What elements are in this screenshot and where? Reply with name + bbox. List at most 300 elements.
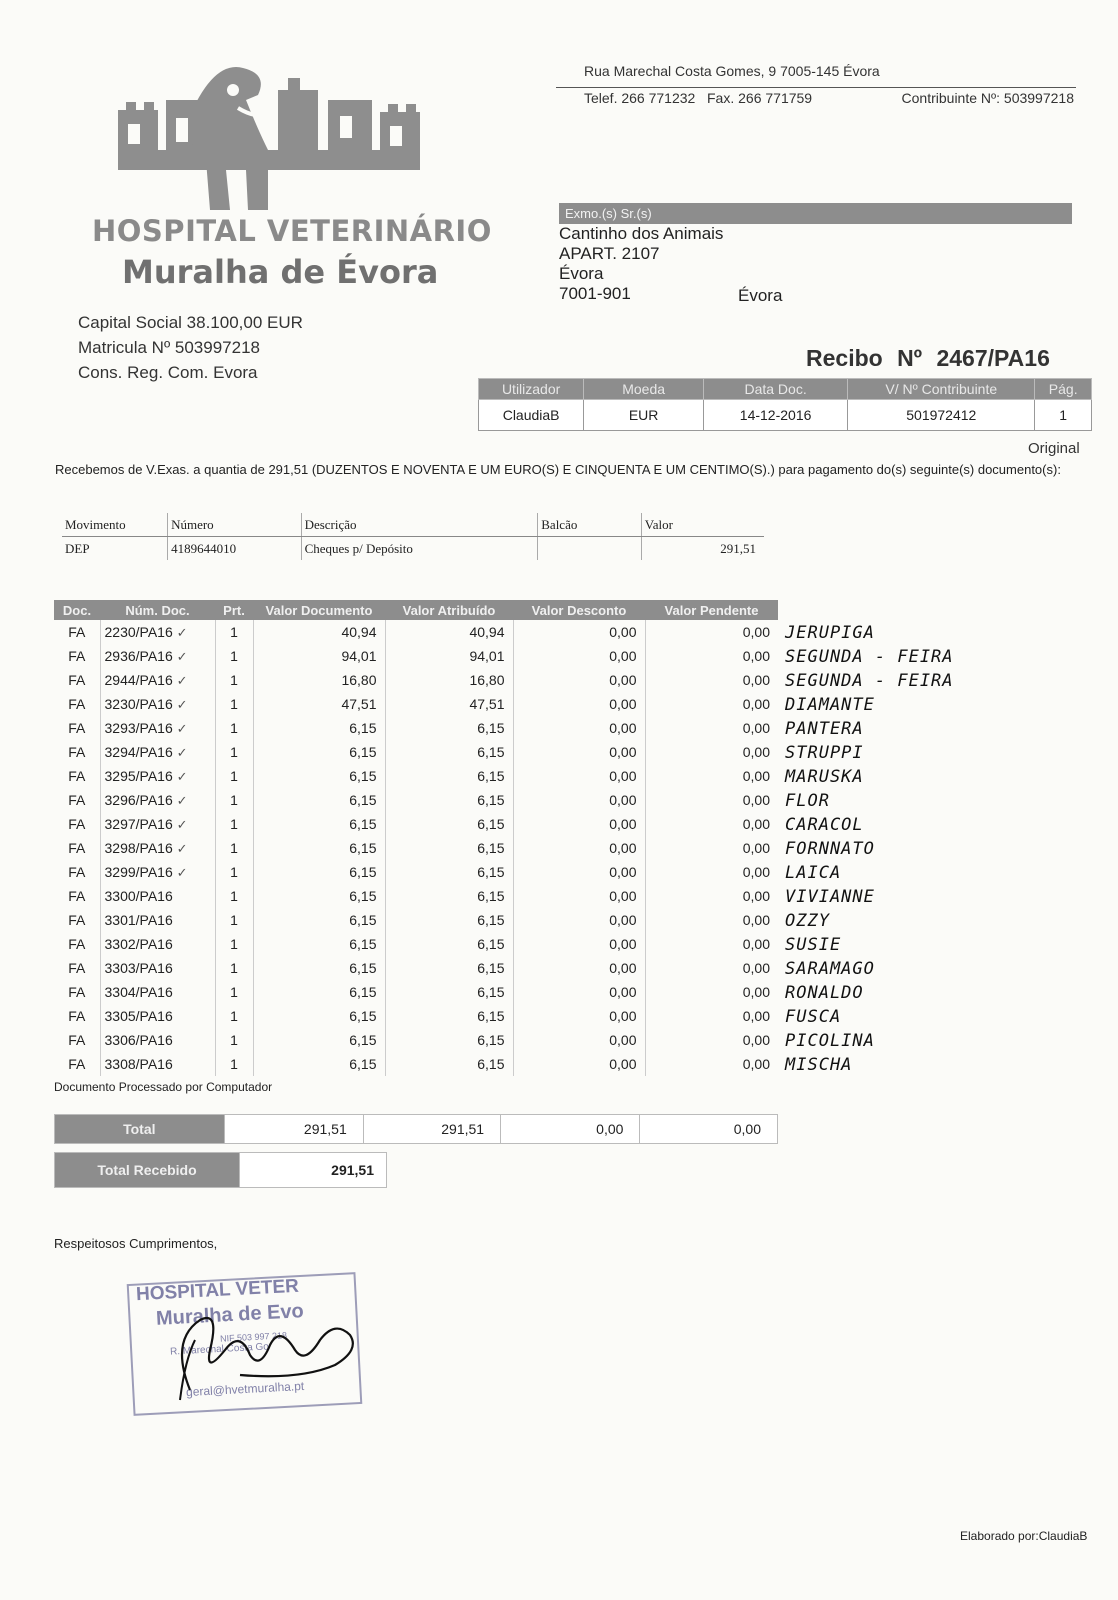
handwritten-pet-name: SEGUNDA - FEIRA [785,671,954,691]
recipient-city: Évora [559,264,604,283]
movement-header: Número [168,513,302,537]
document-row [54,692,778,716]
doc-pending [645,620,778,644]
doc-assigned-value [385,980,513,1004]
doc-value-text: 6,15 [349,888,377,904]
doc-discount [513,860,645,884]
doc-number-text: 3303/PA16 [104,960,173,976]
doc-assigned-value [385,884,513,908]
check-mark-icon: ✓ [176,720,188,736]
doc-assigned-value-text: 6,15 [477,816,505,832]
movement-description: Cheques p/ Depósito [301,537,538,561]
meta-header: Data Doc. [704,379,848,400]
doc-number [100,692,215,716]
doc-type [54,1028,100,1052]
doc-number [100,956,215,980]
doc-part [215,788,253,812]
doc-part-text: 1 [230,768,238,784]
recipient-postcode: 7001-901 [559,284,631,303]
doc-discount-text: 0,00 [609,840,637,856]
doc-assigned-value-text: 40,94 [469,624,505,640]
doc-type [54,860,100,884]
hospital-logo [118,60,438,210]
company-info [78,310,303,385]
doc-pending [645,644,778,668]
doc-number [100,1052,215,1076]
doc-discount [513,644,645,668]
doc-pending-text: 0,00 [742,816,770,832]
movement-number: 4189644010 [168,537,302,561]
check-mark-icon: ✓ [176,744,188,760]
doc-discount [513,1004,645,1028]
total-received-table [54,1152,387,1188]
document-row [54,980,778,1004]
totals-table [54,1114,778,1144]
doc-discount [513,884,645,908]
doc-discount-text: 0,00 [609,1032,637,1048]
document-row [54,812,778,836]
doc-value [253,716,385,740]
doc-type-text: FA [68,888,86,904]
document-row [54,740,778,764]
doc-discount [513,740,645,764]
doc-discount [513,1028,645,1052]
doc-number [100,932,215,956]
doc-value-text: 40,94 [341,624,377,640]
doc-assigned-value-text: 6,15 [477,912,505,928]
signature [130,1280,370,1408]
document-row [54,932,778,956]
doc-discount [513,668,645,692]
doc-assigned-value-text: 6,15 [477,864,505,880]
doc-part-text: 1 [230,840,238,856]
doc-discount [513,620,645,644]
doc-assigned-value-text: 6,15 [477,984,505,1000]
doc-pending-text: 0,00 [742,624,770,640]
doc-part-text: 1 [230,888,238,904]
check-mark-icon: ✓ [176,624,188,640]
handwritten-pet-name: FORNNATO [785,839,875,859]
recipient-line2: APART. 2107 [559,244,660,263]
movement-header: Movimento [62,513,168,537]
documents-table [54,600,778,1076]
doc-number-text: 3297/PA16 [104,815,173,832]
doc-discount [513,932,645,956]
doc-assigned-value-text: 6,15 [477,720,505,736]
doc-assigned-value-text: 6,15 [477,744,505,760]
doc-assigned-value [385,692,513,716]
original-label: Original [1028,440,1080,457]
doc-pending [645,932,778,956]
doc-value-text: 6,15 [349,792,377,808]
doc-part [215,1028,253,1052]
doc-discount-text: 0,00 [609,936,637,952]
doc-pending [645,980,778,1004]
doc-discount-text: 0,00 [609,960,637,976]
doc-value-text: 6,15 [349,816,377,832]
doc-assigned-value-text: 6,15 [477,792,505,808]
doc-discount [513,908,645,932]
doc-value [253,980,385,1004]
handwritten-pet-name: SUSIE [785,935,842,955]
handwritten-pet-name: STRUPPI [785,743,864,763]
doc-type [54,812,100,836]
meta-header: V/ Nº Contribuinte [848,379,1035,400]
stamp-line2: Muralha de Evo [155,1300,305,1330]
doc-number [100,980,215,1004]
doc-assigned-value-text: 6,15 [477,1008,505,1024]
doc-part [215,1004,253,1028]
handwritten-pet-name: MARUSKA [785,767,864,787]
receipt-meta-table [478,378,1092,431]
doc-pending [645,764,778,788]
doc-assigned-value [385,1052,513,1076]
doc-part [215,716,253,740]
document-row [54,716,778,740]
doc-value [253,764,385,788]
doc-part [215,908,253,932]
meta-header: Utilizador [479,379,584,400]
doc-number-text: 3300/PA16 [104,888,173,904]
doc-type-text: FA [68,912,86,928]
doc-part-text: 1 [230,960,238,976]
doc-assigned-value-text: 6,15 [477,840,505,856]
meta-user: ClaudiaB [479,400,584,431]
recipient-address [559,224,723,304]
registo-comercial: Cons. Reg. Com. Evora [78,363,258,382]
doc-type-text: FA [68,1008,86,1024]
doc-discount-text: 0,00 [609,1056,637,1072]
doc-type [54,788,100,812]
documents-body [54,620,778,1076]
doc-assigned-value [385,620,513,644]
doc-type-text: FA [68,696,86,712]
closing-greeting: Respeitosos Cumprimentos, [54,1236,218,1251]
doc-pending-text: 0,00 [742,888,770,904]
doc-assigned-value-text: 6,15 [477,768,505,784]
doc-number-text: 3293/PA16 [104,719,173,736]
movement-header: Descrição [301,513,538,537]
doc-number-text: 3308/PA16 [104,1056,173,1072]
doc-type [54,764,100,788]
doc-part [215,884,253,908]
meta-page: 1 [1035,400,1092,431]
document-row [54,620,778,644]
doc-assigned-value [385,764,513,788]
stamp-line1: HOSPITAL VETER [135,1275,300,1306]
handwritten-pet-name: LAICA [785,863,842,883]
doc-discount [513,764,645,788]
doc-discount-text: 0,00 [609,696,637,712]
doc-type [54,836,100,860]
doc-value [253,668,385,692]
document-row [54,1004,778,1028]
document-row [54,788,778,812]
doc-number-text: 3299/PA16 [104,863,173,880]
doc-value-text: 6,15 [349,1032,377,1048]
doc-part [215,836,253,860]
check-mark-icon: ✓ [176,792,188,808]
movement-counter [538,537,642,561]
meta-currency: EUR [584,400,704,431]
phone: Telef. 266 771232 [584,90,696,106]
doc-part-text: 1 [230,672,238,688]
doc-type [54,908,100,932]
doc-pending [645,956,778,980]
handwritten-pet-name: OZZY [785,911,830,931]
document-row [54,1028,778,1052]
doc-pending-text: 0,00 [742,1032,770,1048]
doc-number-text: 3306/PA16 [104,1032,173,1048]
doc-part [215,860,253,884]
doc-number-text: 2944/PA16 [104,671,173,688]
doc-value [253,692,385,716]
doc-number [100,860,215,884]
meta-header: Moeda [584,379,704,400]
brand-subtitle: Muralha de Évora [122,253,439,291]
doc-value [253,740,385,764]
doc-assigned-value-text: 6,15 [477,960,505,976]
doc-assigned-value [385,788,513,812]
company-address: Rua Marechal Costa Gomes, 9 7005-145 Évora [584,63,880,79]
doc-part [215,764,253,788]
doc-number-text: 3302/PA16 [104,936,173,952]
doc-number-text: 3301/PA16 [104,912,173,928]
doc-type [54,692,100,716]
doc-value [253,812,385,836]
stamp-line5: geral@hvetmuralha.pt [185,1378,305,1400]
handwritten-pet-name: VIVIANNE [785,887,875,907]
processed-note: Documento Processado por Computador [54,1080,273,1094]
doc-part [215,668,253,692]
doc-value [253,788,385,812]
doc-discount-text: 0,00 [609,912,637,928]
doc-value-text: 6,15 [349,864,377,880]
doc-type [54,620,100,644]
doc-number-text: 3295/PA16 [104,767,173,784]
brand-name: HOSPITAL VETERINÁRIO [92,214,492,248]
doc-pending-text: 0,00 [742,792,770,808]
doc-pending [645,836,778,860]
doc-part-text: 1 [230,936,238,952]
doc-value [253,884,385,908]
doc-type [54,644,100,668]
fax: Fax. 266 771759 [707,90,813,106]
doc-pending [645,740,778,764]
doc-value-text: 94,01 [341,648,377,664]
document-row [54,836,778,860]
doc-type-text: FA [68,672,86,688]
doc-assigned-value [385,908,513,932]
doc-discount [513,1052,645,1076]
doc-value-text: 6,15 [349,1056,377,1072]
doc-type [54,932,100,956]
doc-type-text: FA [68,744,86,760]
doc-assigned-value [385,932,513,956]
doc-discount-text: 0,00 [609,672,637,688]
doc-pending-text: 0,00 [742,864,770,880]
handwritten-pet-name: CARACOL [785,815,864,835]
doc-discount [513,836,645,860]
doc-pending [645,788,778,812]
handwritten-pet-name: MISCHA [785,1055,853,1075]
handwritten-pet-name: RONALDO [785,983,864,1003]
doc-discount-text: 0,00 [609,864,637,880]
doc-pending-text: 0,00 [742,840,770,856]
doc-pending-text: 0,00 [742,960,770,976]
doc-assigned-value-text: 6,15 [477,1032,505,1048]
check-mark-icon: ✓ [176,840,188,856]
matricula: Matricula Nº 503997218 [78,338,260,357]
doc-value [253,956,385,980]
stamp-line3: NIF 503 997 218 [219,1330,288,1344]
check-mark-icon: ✓ [176,672,188,688]
doc-pending [645,692,778,716]
doc-type-text: FA [68,840,86,856]
doc-number-text: 3304/PA16 [104,984,173,1000]
docs-header: Doc. [54,600,100,620]
doc-part-text: 1 [230,624,238,640]
doc-number [100,812,215,836]
company-nif: Contribuinte Nº: 503997218 [901,90,1074,106]
doc-value-text: 47,51 [341,696,377,712]
doc-type-text: FA [68,792,86,808]
doc-number-text: 2230/PA16 [104,623,173,640]
document-row [54,860,778,884]
doc-pending-text: 0,00 [742,912,770,928]
docs-header: Valor Documento [253,600,385,620]
doc-assigned-value-text: 94,01 [469,648,505,664]
doc-pending-text: 0,00 [742,768,770,784]
doc-value [253,1052,385,1076]
doc-number [100,884,215,908]
doc-value-text: 6,15 [349,768,377,784]
doc-type [54,1004,100,1028]
doc-part [215,692,253,716]
doc-number-text: 2936/PA16 [104,647,173,664]
check-mark-icon: ✓ [176,768,188,784]
doc-part-text: 1 [230,720,238,736]
doc-number-text: 3230/PA16 [104,695,173,712]
doc-number [100,836,215,860]
doc-type-text: FA [68,1056,86,1072]
doc-type [54,1052,100,1076]
doc-number [100,1028,215,1052]
recipient-name: Cantinho dos Animais [559,224,724,243]
doc-value-text: 6,15 [349,744,377,760]
total-received-value: 291,51 [240,1153,387,1188]
movement-value: 291,51 [641,537,764,561]
document-row [54,668,778,692]
doc-type-text: FA [68,768,86,784]
docs-header: Núm. Doc. [100,600,215,620]
doc-part [215,980,253,1004]
doc-part-text: 1 [230,696,238,712]
handwritten-pet-name: FUSCA [785,1007,842,1027]
doc-discount-text: 0,00 [609,792,637,808]
doc-assigned-value [385,836,513,860]
company-contacts [584,90,1074,106]
doc-number [100,764,215,788]
doc-number [100,716,215,740]
doc-part [215,932,253,956]
doc-pending [645,860,778,884]
doc-number [100,788,215,812]
doc-pending [645,1028,778,1052]
doc-type-text: FA [68,720,86,736]
doc-pending-text: 0,00 [742,984,770,1000]
recipient-label: Exmo.(s) Sr.(s) [559,203,1072,224]
doc-number [100,644,215,668]
doc-value-text: 16,80 [341,672,377,688]
doc-pending-text: 0,00 [742,672,770,688]
doc-pending [645,1004,778,1028]
doc-part-text: 1 [230,1008,238,1024]
handwritten-pet-name: SEGUNDA - FEIRA [785,647,954,667]
handwritten-notes [785,621,954,1077]
doc-part [215,620,253,644]
doc-discount [513,956,645,980]
doc-part-text: 1 [230,1056,238,1072]
doc-value-text: 6,15 [349,936,377,952]
doc-assigned-value [385,1004,513,1028]
total-valor-desconto: 0,00 [501,1115,640,1144]
doc-type [54,956,100,980]
doc-part-text: 1 [230,1032,238,1048]
handwritten-pet-name: DIAMANTE [785,695,875,715]
doc-value-text: 6,15 [349,984,377,1000]
document-row [54,644,778,668]
doc-discount-text: 0,00 [609,744,637,760]
doc-type-text: FA [68,648,86,664]
doc-pending-text: 0,00 [742,720,770,736]
doc-value-text: 6,15 [349,840,377,856]
doc-discount [513,788,645,812]
doc-assigned-value [385,956,513,980]
doc-value-text: 6,15 [349,720,377,736]
doc-value-text: 6,15 [349,960,377,976]
doc-discount [513,716,645,740]
doc-type-text: FA [68,1032,86,1048]
doc-number-text: 3298/PA16 [104,839,173,856]
doc-assigned-value [385,1028,513,1052]
header-divider [556,87,1076,88]
doc-assigned-value [385,668,513,692]
doc-value-text: 6,15 [349,1008,377,1024]
total-valor-atribuido: 291,51 [363,1115,500,1144]
doc-assigned-value [385,860,513,884]
doc-part-text: 1 [230,744,238,760]
total-valor-documento: 291,51 [224,1115,363,1144]
meta-header: Pág. [1035,379,1092,400]
doc-pending-text: 0,00 [742,648,770,664]
doc-assigned-value-text: 6,15 [477,1056,505,1072]
doc-number-text: 3296/PA16 [104,791,173,808]
doc-pending-text: 0,00 [742,696,770,712]
recipient-city2: Évora [738,286,783,305]
doc-type-text: FA [68,816,86,832]
doc-pending-text: 0,00 [742,936,770,952]
doc-type-text: FA [68,984,86,1000]
doc-part-text: 1 [230,984,238,1000]
document-row [54,908,778,932]
check-mark-icon: ✓ [176,648,188,664]
doc-part [215,644,253,668]
doc-discount-text: 0,00 [609,816,637,832]
document-row [54,764,778,788]
doc-value [253,908,385,932]
docs-header: Prt. [215,600,253,620]
